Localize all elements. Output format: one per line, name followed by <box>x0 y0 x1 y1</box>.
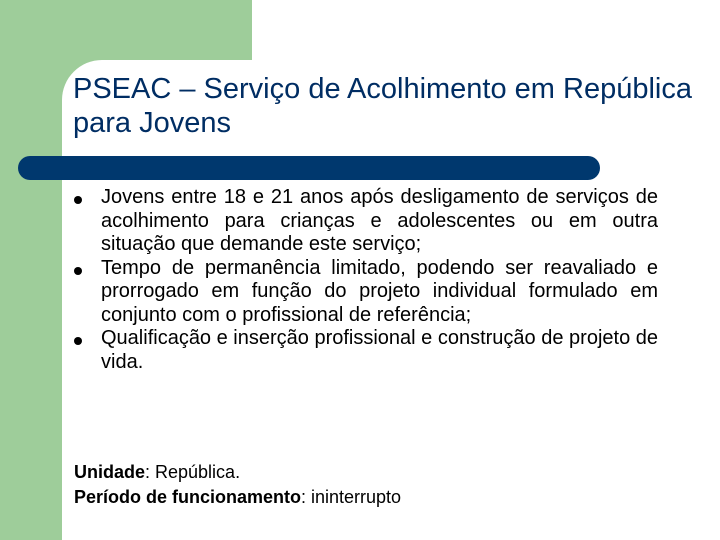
unit-value: : República. <box>145 462 241 482</box>
slide-footer <box>74 460 401 510</box>
period-label: Período de funcionamento <box>74 487 302 507</box>
bullet-text: Qualificação e inserção profissional e construção de projeto de vida. <box>101 327 658 373</box>
bullet-item <box>74 186 658 257</box>
bullet-icon <box>74 196 82 204</box>
bullet-text: Jovens entre 18 e 21 anos após desligamento de serviços de acolhimento para crianças e adolescentes ou em outra situação que demande este serviço; <box>101 186 658 255</box>
bullet-text: Tempo de permanência limitado, podendo ser reavaliado e prorrogado em função do projeto individual formulado em conjunto com o profissional de referência; <box>101 256 658 326</box>
bullet-list <box>74 186 658 374</box>
slide-title: PSEAC – Serviço de Acolhimento em República para Jovens <box>73 73 692 139</box>
period-line <box>74 485 401 510</box>
bullet-item <box>74 327 658 374</box>
bullet-item <box>74 257 658 328</box>
unit-line <box>74 460 401 485</box>
period-value: : ininterrupto <box>301 487 402 507</box>
bullet-icon <box>74 267 82 275</box>
bullet-icon <box>74 337 82 345</box>
unit-label: Unidade <box>74 462 146 482</box>
title-divider-bar <box>18 156 600 180</box>
